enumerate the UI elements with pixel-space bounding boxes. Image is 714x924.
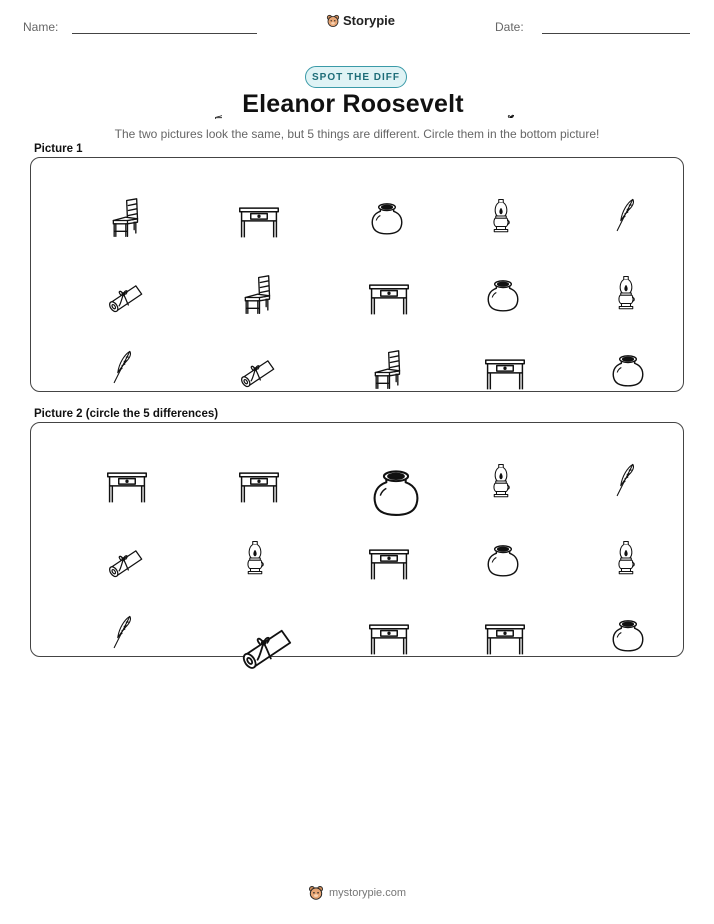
desk-icon	[460, 328, 506, 372]
grid-cell	[590, 249, 626, 301]
lamp-icon	[465, 172, 501, 224]
feather-icon	[88, 325, 122, 375]
chair-icon	[85, 174, 125, 222]
desk-icon	[82, 441, 128, 485]
name-label: Name:	[23, 20, 59, 34]
grid-cell[interactable]	[463, 520, 503, 560]
grid-cell[interactable]	[344, 593, 390, 637]
inkpot-icon	[588, 595, 628, 635]
grid-cell	[344, 253, 390, 297]
grid-cell[interactable]	[88, 590, 122, 640]
picture2-label: Picture 2 (circle the 5 differences)	[34, 408, 219, 420]
grid-cell[interactable]	[82, 441, 128, 485]
brand-name: Storypie	[343, 13, 396, 28]
page-title: Eleanor Roosevelt	[242, 90, 464, 118]
grid-cell[interactable]	[590, 514, 626, 566]
scroll-icon	[204, 586, 271, 644]
inkpot-icon	[588, 330, 628, 370]
bear-logo-icon	[308, 885, 324, 901]
date-field[interactable]	[542, 33, 690, 34]
grid-cell	[347, 326, 387, 374]
footer-url[interactable]: mystorypie.com	[328, 887, 407, 899]
desk-icon	[344, 253, 390, 297]
desk-icon	[214, 176, 260, 220]
inkpot-icon	[347, 178, 387, 218]
grid-cell	[460, 328, 506, 372]
grid-cell	[347, 178, 387, 218]
grid-cell[interactable]	[344, 518, 390, 562]
grid-cell	[591, 173, 625, 223]
grid-cell	[588, 330, 628, 370]
grid-cell[interactable]	[204, 586, 271, 644]
chair-icon	[217, 251, 257, 299]
lamp-icon	[465, 437, 501, 489]
lamp-icon	[219, 514, 255, 566]
feather-icon	[88, 590, 122, 640]
title-row	[0, 90, 714, 119]
grid-cell	[85, 174, 125, 222]
grid-cell	[88, 325, 122, 375]
inkpot-icon	[463, 520, 503, 560]
brand-logo	[326, 13, 395, 28]
picture1-label: Picture 1	[34, 143, 83, 155]
picture2-panel[interactable]	[30, 422, 684, 657]
grid-cell	[463, 255, 503, 295]
footer	[0, 885, 714, 901]
name-field[interactable]	[72, 33, 257, 34]
desk-icon	[214, 441, 260, 485]
grid-cell	[82, 255, 128, 295]
grid-cell[interactable]	[338, 434, 396, 492]
desk-icon	[344, 518, 390, 562]
grid-cell[interactable]	[219, 514, 255, 566]
inkpot-icon	[463, 255, 503, 295]
inkpot-icon	[338, 434, 396, 492]
grid-cell[interactable]	[588, 595, 628, 635]
grid-cell[interactable]	[460, 593, 506, 637]
chair-icon	[347, 326, 387, 374]
spot-the-diff-badge: SPOT THE DIFF	[305, 66, 407, 88]
scroll-icon	[214, 330, 260, 370]
lamp-icon	[590, 514, 626, 566]
picture1-panel	[30, 157, 684, 392]
feather-icon	[591, 173, 625, 223]
grid-cell[interactable]	[591, 438, 625, 488]
grid-cell[interactable]	[214, 441, 260, 485]
lamp-icon	[590, 249, 626, 301]
scroll-icon	[82, 255, 128, 295]
scroll-icon	[82, 520, 128, 560]
grid-cell	[217, 251, 257, 299]
grid-cell	[214, 330, 260, 370]
grid-cell[interactable]	[465, 437, 501, 489]
grid-cell[interactable]	[82, 520, 128, 560]
chair-icon	[200, 91, 222, 119]
bear-logo-icon	[326, 14, 340, 28]
desk-icon	[460, 593, 506, 637]
instructions: The two pictures look the same, but 5 things are different. Circle them in the bottom picture!	[114, 127, 600, 141]
grid-cell	[465, 172, 501, 224]
date-label: Date:	[495, 20, 524, 34]
feather-icon	[591, 438, 625, 488]
grid-cell	[214, 176, 260, 220]
desk-icon	[344, 593, 390, 637]
scroll-icon	[484, 92, 514, 118]
